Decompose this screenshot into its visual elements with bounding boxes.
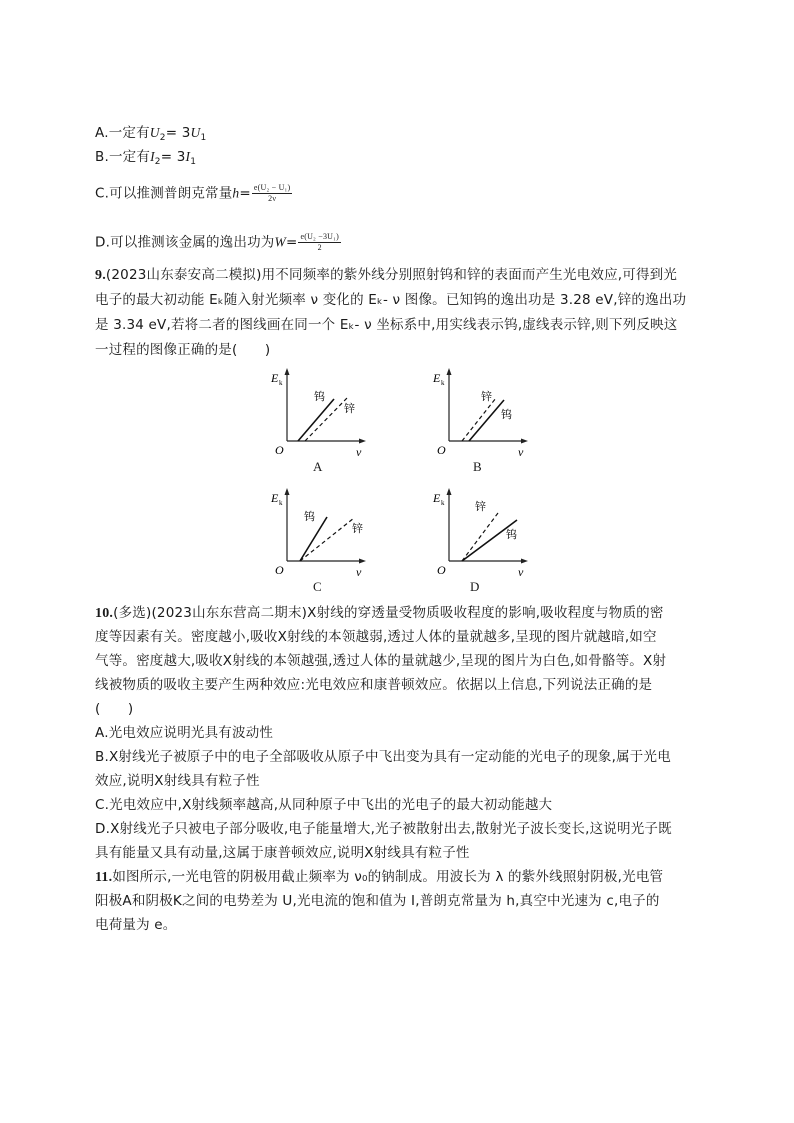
graph-a-y-label: E xyxy=(271,371,279,385)
q8-a-sub2: 2 xyxy=(159,133,166,143)
graph-b-x-label: ν xyxy=(518,445,524,459)
q10-option-d-2: 具有能量又具有动量,这属于康普顿效应,说明X射线具有粒子性 xyxy=(95,845,470,861)
q9-line-2: 电子的最大初动能 Eₖ随入射光频率 ν 变化的 Eₖ- ν 图像。已知钨的逸出功是 3.28 eV,锌的逸出功 xyxy=(95,292,687,308)
graph-b-y-arrow xyxy=(447,368,452,375)
q9-line-3: 是 3.34 eV,若将二者的图线画在同一个 Eₖ- ν 坐标系中,用实线表示钨,虚线表示锌,则下列反映这 xyxy=(95,317,678,333)
graph-a-x-arrow xyxy=(359,439,366,444)
q10-option-d-1: D.X射线光子只被电子部分吸收,电子能量增大,光子被散射出去,散射光子波长变长,这说明光子既 xyxy=(95,821,672,837)
graph-c-origin: O xyxy=(275,563,284,577)
graph-b-origin: O xyxy=(437,443,446,457)
q10-line-3: 气等。密度越大,吸收X射线的本领越强,透过人体的量就越少,呈现的图片为白色,如骨骼等。X射 xyxy=(95,653,667,669)
q10-line-1 xyxy=(95,603,664,624)
q8-a-prefix: A.一定有 xyxy=(95,125,150,141)
q8-b-eq: = 3 xyxy=(160,149,186,165)
graph-c-y-sub: k xyxy=(279,499,283,507)
graph-b-solid-label: 钨 xyxy=(501,408,512,421)
graph-b-dashed-label: 锌 xyxy=(481,390,492,403)
graph-c-dashed-label: 锌 xyxy=(352,522,363,535)
q8-b-i2: I xyxy=(150,149,155,164)
graph-a-y-arrow xyxy=(285,368,290,375)
graph-d-x-label: ν xyxy=(518,565,524,579)
q9-text-1: (2023山东泰安高二模拟)用不同频率的紫外线分别照射钨和锌的表面而产生光电效应,可得到光 xyxy=(105,267,678,283)
q10-number: 10. xyxy=(95,606,114,621)
q8-c-eq: = xyxy=(239,185,251,202)
q10-option-b-2: 效应,说明X射线具有粒子性 xyxy=(95,773,260,789)
graph-c-dashed-line xyxy=(300,518,354,561)
graph-c-x-label: ν xyxy=(356,565,362,579)
q10-text-1: (多选)(2023山东东营高二期末)X射线的穿透量受物质吸收程度的影响,吸收程度与物质的密 xyxy=(113,605,664,621)
graph-b-solid-line xyxy=(469,400,504,441)
graph-d-y-label: E xyxy=(433,491,441,505)
graph-c-solid-label: 钨 xyxy=(304,510,315,523)
q8-d-denominator: 2 xyxy=(317,243,322,252)
q8-option-a xyxy=(95,123,206,143)
q8-c-var: h xyxy=(232,185,240,201)
q11-line-2: 阳极A和阴极K之间的电势差为 U,光电流的饱和值为 I,普朗克常量为 h,真空中光速为 c,电子的 xyxy=(95,893,660,909)
q8-b-sub2: 2 xyxy=(154,157,161,167)
q8-a-sub1: 1 xyxy=(200,133,207,143)
graph-d-x-arrow xyxy=(521,559,528,564)
q8-b-i1: I xyxy=(185,149,191,164)
graph-c-solid-line xyxy=(300,517,327,561)
graph-b-dashed-line xyxy=(462,398,496,441)
q8-d-numerator: e(U₂ −3U₁) xyxy=(300,232,339,241)
graph-a-origin: O xyxy=(275,443,284,457)
graph-c-x-arrow xyxy=(359,559,366,564)
graph-a-solid-line xyxy=(298,399,334,441)
graph-a-solid-label: 钨 xyxy=(314,390,325,403)
q8-option-d xyxy=(95,232,341,253)
graph-d-dashed-label: 锌 xyxy=(475,500,486,513)
q8-d-var: W xyxy=(274,234,286,250)
q8-a-u2: U xyxy=(149,125,160,140)
q10-line-2: 度等因素有关。密度越小,吸收X射线的本领越弱,透过人体的量就越多,呈现的图片就越暗,如空 xyxy=(95,629,657,645)
q11-line-3: 电荷量为 e。 xyxy=(95,917,177,933)
graph-d-caption: D xyxy=(470,579,480,594)
q10-option-a: A.光电效应说明光具有波动性 xyxy=(95,725,274,741)
q8-b-sub1: 1 xyxy=(190,157,197,167)
graph-d-y-arrow xyxy=(447,488,452,495)
graph-a-caption: A xyxy=(313,459,323,474)
graph-a xyxy=(262,368,372,458)
graph-c xyxy=(262,488,372,578)
q10-line-4: 线被物质的吸收主要产生两种效应:光电效应和康普顿效应。依据以上信息,下列说法正确的是 xyxy=(95,677,653,693)
graph-d-solid-label: 钨 xyxy=(506,528,517,541)
q10-option-b-1: B.X射线光子被原子中的电子全部吸收从原子中飞出变为具有一定动能的光电子的现象,属于光电 xyxy=(95,749,671,765)
graph-c-caption: C xyxy=(313,579,322,594)
q10-line-5: ( ) xyxy=(95,701,134,717)
q8-c-fraction xyxy=(252,183,293,204)
q11-line-1 xyxy=(95,867,663,888)
q8-option-c xyxy=(95,183,292,204)
graph-a-dashed-line xyxy=(305,396,349,441)
q8-a-u1: U xyxy=(190,125,201,140)
q9-line-1 xyxy=(95,265,677,286)
q8-b-prefix: B.一定有 xyxy=(95,149,151,165)
q8-d-fraction xyxy=(298,232,341,253)
graph-b-caption: B xyxy=(473,459,482,474)
q9-number: 9. xyxy=(95,268,106,283)
q8-option-b xyxy=(95,147,196,167)
graph-b-x-arrow xyxy=(521,439,528,444)
graph-b xyxy=(424,368,534,458)
q8-d-prefix: D.可以推测该金属的逸出功为 xyxy=(95,234,275,251)
q8-c-prefix: C.可以推测普朗克常量 xyxy=(95,185,233,202)
q9-line-4: 一过程的图像正确的是( ) xyxy=(95,342,271,358)
q11-text-1: 如图所示,一光电管的阴极用截止频率为 ν₀的钠制成。用波长为 λ 的紫外线照射阴极,光电管 xyxy=(112,869,664,885)
q8-d-eq: = xyxy=(285,234,298,251)
q8-a-eq: = 3 xyxy=(165,125,191,141)
q8-c-denominator: 2ν xyxy=(268,194,277,203)
graph-d-origin: O xyxy=(437,563,446,577)
q10-option-c: C.光电效应中,X射线频率越高,从同种原子中飞出的光电子的最大初动能越大 xyxy=(95,797,553,813)
q8-c-numerator: e(U₂ − U₁) xyxy=(253,183,291,192)
q11-number: 11. xyxy=(95,870,113,885)
graph-d xyxy=(424,488,534,578)
graph-b-y-label: E xyxy=(433,371,441,385)
graph-a-x-label: ν xyxy=(356,445,362,459)
graph-c-y-label: E xyxy=(271,491,279,505)
graph-d-y-sub: k xyxy=(441,499,445,507)
graph-c-y-arrow xyxy=(285,488,290,495)
graph-a-y-sub: k xyxy=(279,379,283,387)
graph-d-dashed-line xyxy=(462,513,498,561)
graph-a-dashed-label: 锌 xyxy=(344,402,355,415)
graph-b-y-sub: k xyxy=(441,379,445,387)
